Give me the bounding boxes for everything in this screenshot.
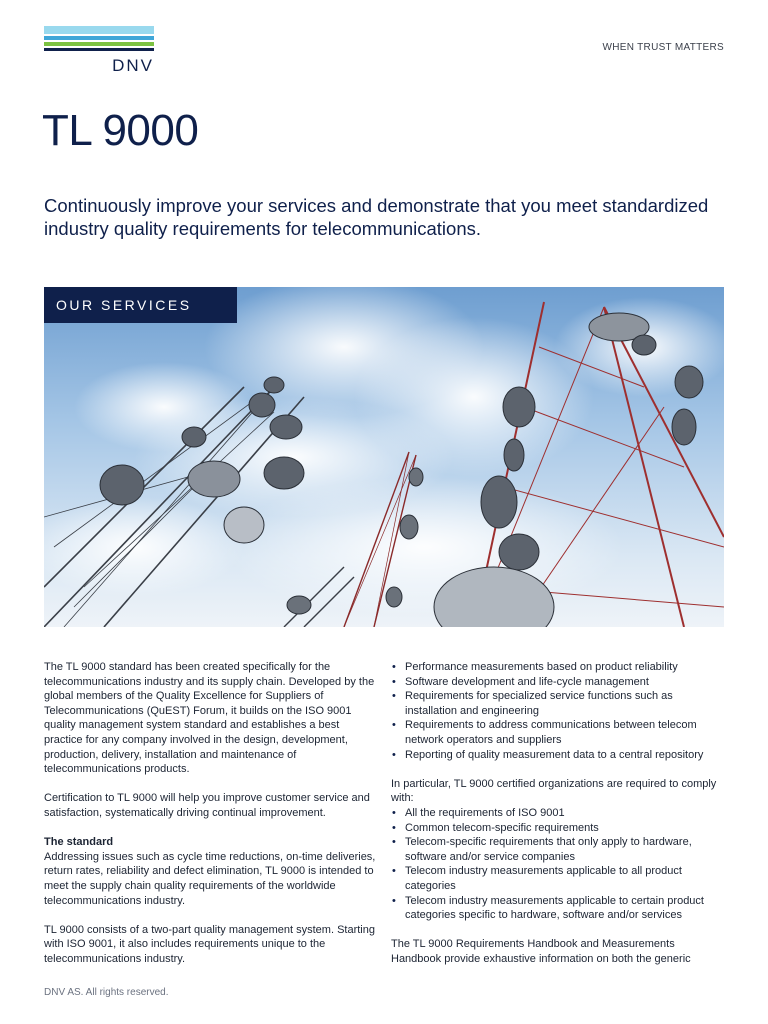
list-item: • Requirements to address communications between telecom network operators and suppliers: [391, 718, 725, 747]
logo-band-green: [44, 42, 154, 46]
lead-paragraph: Continuously improve your services and demonstrate that you meet standardized industry quality requirements for telecommunications.: [44, 195, 709, 239]
section-heading-standard: The standard: [44, 836, 114, 849]
right-column: [391, 660, 725, 981]
hero-image-telecom-towers: [44, 287, 724, 627]
list-item: • Telecom-specific requirements that only apply to hardware, software and/or service companies: [391, 835, 725, 864]
footer-copyright: DNV AS. All rights reserved.: [44, 987, 169, 998]
dnv-logo: [44, 26, 154, 76]
logo-band-navy: [44, 48, 154, 51]
list-item: • Software development and life-cycle management: [391, 675, 725, 690]
list-item: • Reporting of quality measurement data to a central repository: [391, 748, 725, 763]
requirements-intro: In particular, TL 9000 certified organizations are required to comply with:: [391, 777, 717, 805]
list-item: • All the requirements of ISO 9001: [391, 806, 725, 821]
logo-wordmark: DNV: [112, 56, 154, 75]
two-part-paragraph: TL 9000 consists of a two-part quality management system. Starting with ISO 9001, it also includes requirements unique to the telecommunications industry.: [44, 923, 375, 965]
certification-paragraph: Certification to TL 9000 will help you improve customer service and satisfaction, systematically driving continual improvement.: [44, 792, 370, 819]
intro-paragraph: The TL 9000 standard has been created specifically for the telecommunications industry and its supply chain. Developed by the global members of the Quality Excellence for Suppliers of Telecommunications (QuEST) Forum, it builds on the ISO 9001 quality management system standard and establishes a best practice for any company involved in the design, development, production, delivery, installation and maintenance of telecommunications products.: [44, 661, 375, 776]
list-item: • Common telecom-specific requirements: [391, 821, 725, 836]
list-item: • Requirements for specialized service functions such as installation and engineering: [391, 689, 725, 718]
list-item: • Telecom industry measurements applicable to certain product categories specific to hardware, software and/or services: [391, 894, 725, 923]
tagline: WHEN TRUST MATTERS: [602, 42, 724, 53]
logo-band-light-blue: [44, 26, 154, 34]
telecom-towers-illustration: [44, 287, 724, 627]
requirements-list: [391, 806, 725, 923]
feature-list: [391, 660, 725, 762]
logo-band-blue: [44, 36, 154, 40]
page-title: TL 9000: [42, 106, 199, 155]
standard-paragraph: Addressing issues such as cycle time reductions, on-time deliveries, return rates, reliability and defect elimination, TL 9000 is intended to meet the supply chain quality requirements of the worldwide telecommunications industry.: [44, 850, 376, 907]
our-services-label: OUR SERVICES: [44, 287, 237, 323]
list-item: • Telecom industry measurements applicable to all product categories: [391, 864, 725, 893]
left-column: [44, 660, 378, 981]
handbook-paragraph: The TL 9000 Requirements Handbook and Measurements Handbook provide exhaustive information on both the generic: [391, 938, 691, 965]
list-item: • Performance measurements based on product reliability: [391, 660, 725, 675]
